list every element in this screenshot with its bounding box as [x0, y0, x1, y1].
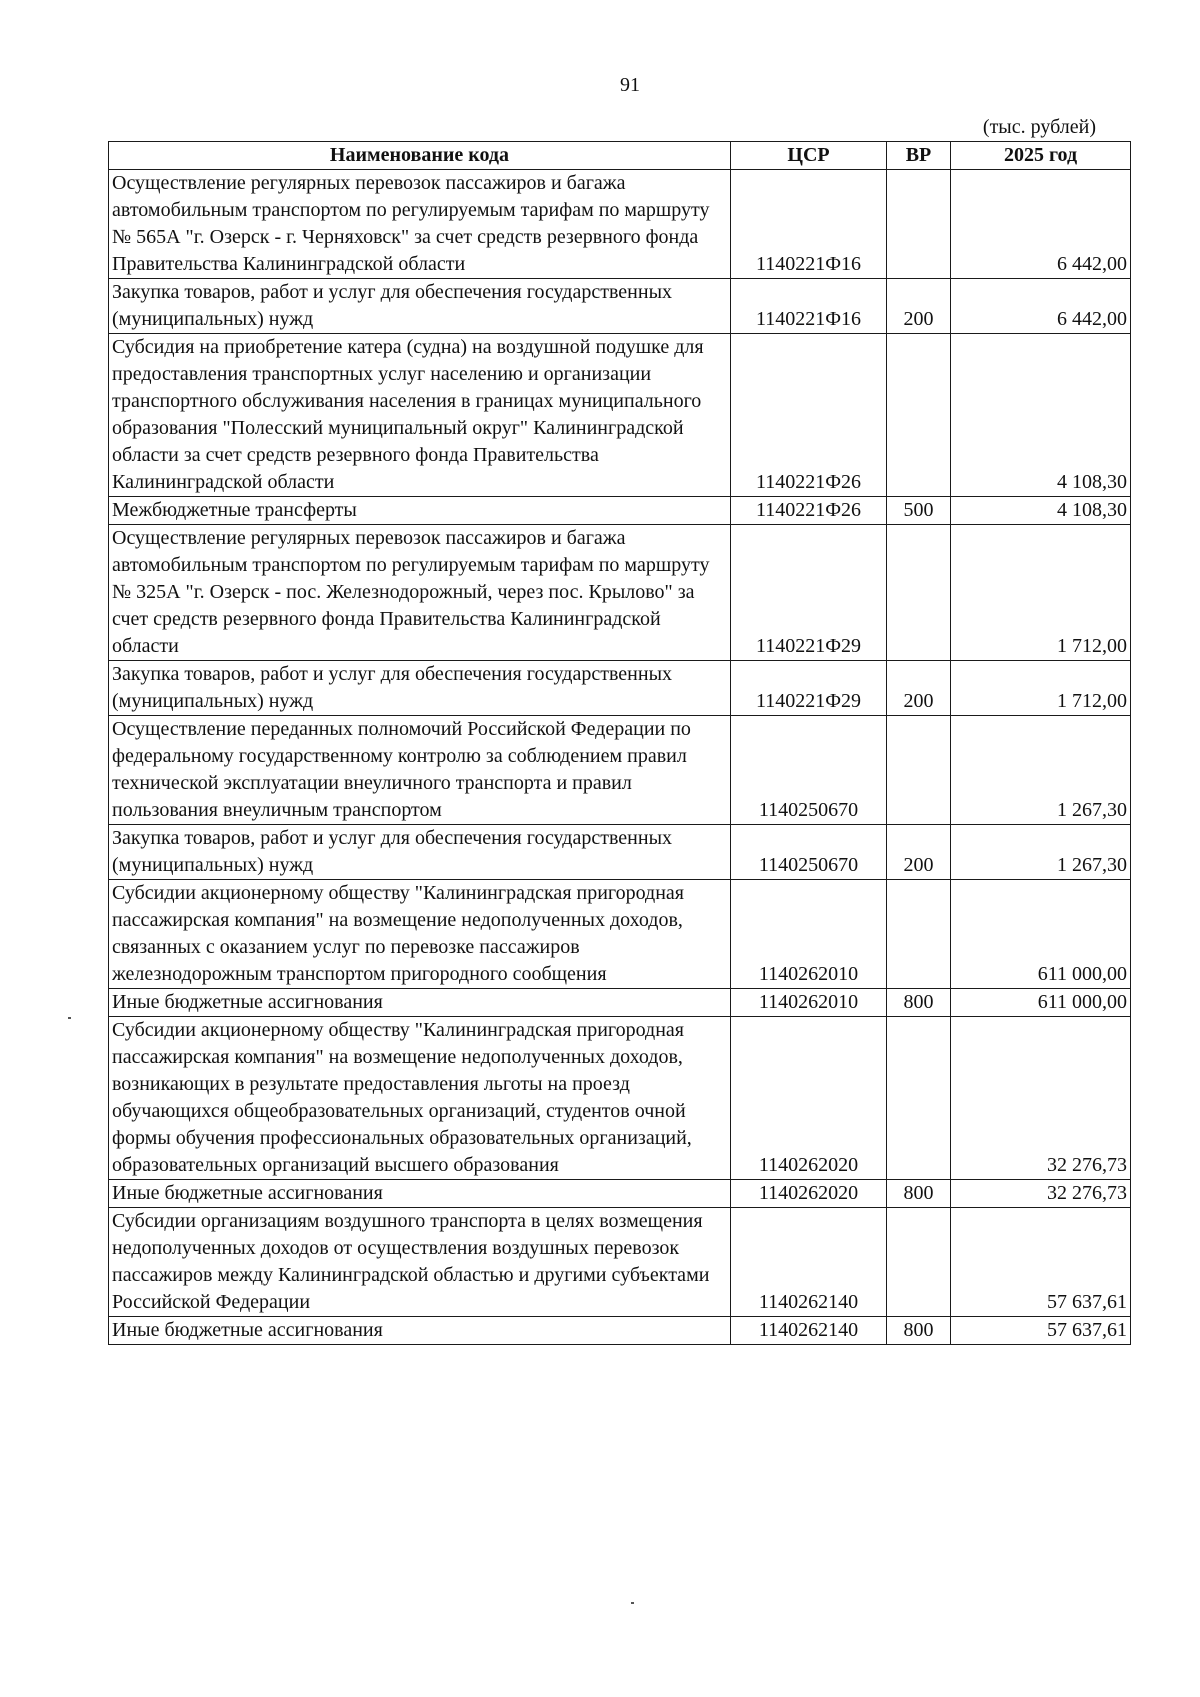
table-row [109, 880, 1131, 989]
row-sum: 1 712,00 [951, 661, 1131, 716]
row-vr: 800 [887, 989, 951, 1017]
row-csr: 1140250670 [731, 716, 887, 825]
page-number: 91 [620, 74, 640, 96]
scan-speck [631, 1602, 634, 1604]
table-row [109, 989, 1131, 1017]
table-header-row [109, 142, 1131, 170]
scan-speck [68, 1017, 71, 1019]
budget-table [108, 141, 1131, 1345]
row-sum: 1 712,00 [951, 525, 1131, 661]
table-row [109, 716, 1131, 825]
table-row [109, 661, 1131, 716]
row-name: Иные бюджетные ассигнования [109, 989, 731, 1017]
row-name: Осуществление регулярных перевозок пассажиров и багажа автомобильным транспортом по регулируемым тарифам по маршруту № 325А "г. Озерск - пос. Железнодорожный, через пос. Крылово" за счет средств резервного фонда Правительства Калининградской области [109, 525, 731, 661]
row-vr [887, 170, 951, 279]
row-name: Субсидии акционерному обществу "Калининградская пригородная пассажирская компания" на возмещение недополученных доходов, возникающих в результате предоставления льготы на проезд обучающихся общеобразовательных организаций, студентов очной формы обучения профессиональных образовательных организаций, образовательных организаций высшего образования [109, 1017, 731, 1180]
row-vr [887, 716, 951, 825]
row-name: Субсидии организациям воздушного транспорта в целях возмещения недополученных доходов от осуществления воздушных перевозок пассажиров между Калининградской областью и другими субъектами Российской Федерации [109, 1208, 731, 1317]
row-sum: 4 108,30 [951, 334, 1131, 497]
row-vr [887, 334, 951, 497]
row-csr: 1140262140 [731, 1208, 887, 1317]
row-sum: 57 637,61 [951, 1317, 1131, 1345]
row-csr: 1140262010 [731, 989, 887, 1017]
table-row [109, 1017, 1131, 1180]
header-vr: ВР [887, 142, 951, 170]
row-sum: 32 276,73 [951, 1017, 1131, 1180]
row-csr: 1140221Ф26 [731, 497, 887, 525]
table-row [109, 170, 1131, 279]
table-row [109, 497, 1131, 525]
row-name: Закупка товаров, работ и услуг для обеспечения государственных (муниципальных) нужд [109, 825, 731, 880]
row-sum: 1 267,30 [951, 825, 1131, 880]
row-name: Субсидия на приобретение катера (судна) на воздушной подушке для предоставления транспортных услуг населению и организации транспортного обслуживания населения в границах муниципального образования "Полесский муниципальный округ" Калининградской области за счет средств резервного фонда Правительства Калининградской области [109, 334, 731, 497]
row-csr: 1140262020 [731, 1017, 887, 1180]
row-vr: 800 [887, 1317, 951, 1345]
row-csr: 1140221Ф26 [731, 334, 887, 497]
row-sum: 32 276,73 [951, 1180, 1131, 1208]
row-vr [887, 1208, 951, 1317]
table-row [109, 279, 1131, 334]
row-sum: 6 442,00 [951, 279, 1131, 334]
row-vr: 500 [887, 497, 951, 525]
table-row [109, 1317, 1131, 1345]
row-sum: 611 000,00 [951, 880, 1131, 989]
row-sum: 611 000,00 [951, 989, 1131, 1017]
row-name: Осуществление переданных полномочий Российской Федерации по федеральному государственному контролю за соблюдением правил технической эксплуатации внеуличного транспорта и правил пользования внеуличным транспортом [109, 716, 731, 825]
row-vr [887, 1017, 951, 1180]
header-name: Наименование кода [109, 142, 731, 170]
row-sum: 6 442,00 [951, 170, 1131, 279]
row-name: Иные бюджетные ассигнования [109, 1317, 731, 1345]
row-vr: 200 [887, 279, 951, 334]
row-csr: 1140221Ф16 [731, 279, 887, 334]
row-name: Закупка товаров, работ и услуг для обеспечения государственных (муниципальных) нужд [109, 279, 731, 334]
row-name: Закупка товаров, работ и услуг для обеспечения государственных (муниципальных) нужд [109, 661, 731, 716]
table-row [109, 334, 1131, 497]
row-name: Межбюджетные трансферты [109, 497, 731, 525]
row-name: Осуществление регулярных перевозок пассажиров и багажа автомобильным транспортом по регулируемым тарифам по маршруту № 565А "г. Озерск - г. Черняховск" за счет средств резервного фонда Правительства Калининградской области [109, 170, 731, 279]
table-row [109, 1180, 1131, 1208]
row-vr: 800 [887, 1180, 951, 1208]
row-vr: 200 [887, 825, 951, 880]
table-row [109, 525, 1131, 661]
header-csr: ЦСР [731, 142, 887, 170]
row-name: Иные бюджетные ассигнования [109, 1180, 731, 1208]
row-sum: 1 267,30 [951, 716, 1131, 825]
row-csr: 1140221Ф29 [731, 661, 887, 716]
row-vr [887, 525, 951, 661]
row-csr: 1140262010 [731, 880, 887, 989]
row-csr: 1140262020 [731, 1180, 887, 1208]
row-csr: 1140262140 [731, 1317, 887, 1345]
row-csr: 1140250670 [731, 825, 887, 880]
units-label: (тыс. рублей) [982, 116, 1096, 138]
row-sum: 57 637,61 [951, 1208, 1131, 1317]
row-csr: 1140221Ф16 [731, 170, 887, 279]
header-year: 2025 год [951, 142, 1131, 170]
row-name: Субсидии акционерному обществу "Калининградская пригородная пассажирская компания" на возмещение недополученных доходов, связанных с оказанием услуг по перевозке пассажиров железнодорожным транспортом пригородного сообщения [109, 880, 731, 989]
row-vr [887, 880, 951, 989]
row-csr: 1140221Ф29 [731, 525, 887, 661]
table-row [109, 1208, 1131, 1317]
table-row [109, 825, 1131, 880]
row-vr: 200 [887, 661, 951, 716]
row-sum: 4 108,30 [951, 497, 1131, 525]
